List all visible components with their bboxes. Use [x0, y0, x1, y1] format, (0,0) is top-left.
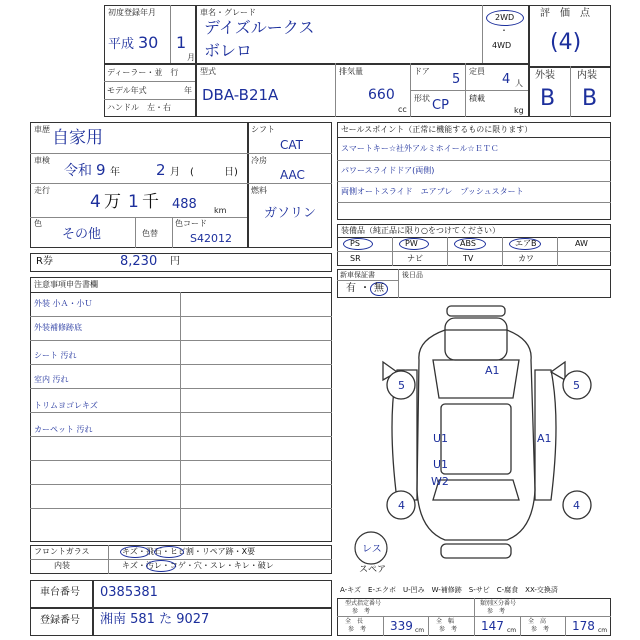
width-label: 全 幅	[436, 618, 455, 625]
interior-glass-label: 内装	[54, 561, 70, 570]
car-front-grille	[447, 306, 505, 316]
inspection-year-unit: 年	[110, 167, 120, 178]
length-ref-label: 参 考	[348, 626, 367, 633]
doors-label: ドア	[414, 67, 430, 76]
equip-ps: PS	[350, 239, 360, 248]
inspection-label: 車検	[34, 156, 50, 165]
shift-value: CAT	[280, 138, 303, 152]
recycle-box	[30, 253, 332, 272]
reg-label: 登録番号	[40, 615, 80, 626]
inspection-year: 9	[96, 161, 106, 179]
height-label: 全 高	[528, 618, 547, 625]
note-line-3: シート 汚れ	[34, 351, 77, 360]
model-cert-ref-label: 参 考	[352, 608, 371, 615]
score-label: 評 価 点	[540, 8, 590, 19]
registration-month: 1	[176, 33, 187, 52]
length-label: 全 長	[345, 618, 364, 625]
interior-label: 内装	[577, 70, 597, 81]
reg-value: 湘南 581 た 9027	[100, 612, 210, 627]
capacity-label: 定員	[469, 67, 485, 76]
handle-label: ハンドル 左・右	[107, 103, 171, 112]
recycle-label: R券	[36, 256, 53, 267]
equip-airbag: エアB	[515, 239, 537, 248]
glass-scratch-circle	[120, 546, 150, 558]
displacement-unit: cc	[398, 105, 407, 114]
model-cert-label: 型式指定番号	[345, 600, 382, 607]
warranty-label: 新車保証書	[340, 271, 375, 279]
front-glass-text: キズ・飛石・ヒビ割・リペア跡・X要	[122, 547, 256, 556]
length-value: 339	[390, 619, 413, 633]
car-name-label: 車名・グレード	[200, 8, 256, 17]
fuel-value: ガソリン	[264, 206, 317, 221]
length-unit: cm	[415, 627, 425, 634]
equip-aw: AW	[575, 239, 588, 248]
sales-point-2: パワースライドドア(両側)	[341, 166, 435, 175]
sales-point-3: 両側オートスライド エアブレ プッシュスタート	[341, 187, 524, 196]
registration-month-unit: 月	[187, 53, 195, 62]
mileage-label: 走行	[34, 186, 50, 195]
color-label: 色	[34, 219, 42, 228]
note-line-6: カーペット 汚れ	[34, 425, 93, 434]
type-value: DBA-B21A	[202, 86, 279, 104]
car-grade: ボレロ	[204, 41, 253, 60]
car-right-mirror	[551, 362, 565, 380]
mileage-rest: 488	[172, 197, 197, 212]
sales-point-1: スマートキー☆社外アルミホイール☆ＥＴＣ	[341, 144, 499, 153]
note-line-2: 外装補修跡底	[34, 323, 82, 332]
first-registration-label: 初度登録年月	[108, 8, 156, 17]
mark-right-front: A1	[537, 432, 552, 445]
recycle-value: 8,230	[120, 254, 158, 269]
header-box	[104, 5, 611, 117]
height-value: 178	[572, 619, 595, 633]
inspection-month: 2	[156, 161, 166, 179]
car-diagram	[337, 300, 611, 582]
interior-glass-text: キズ・汚レ・コゲ・穴・スレ・キレ・破レ	[122, 561, 274, 570]
shape-label: 形状	[414, 94, 430, 103]
mark-left-front: U1	[433, 432, 449, 445]
drive-4wd: 4WD	[492, 41, 512, 50]
height-unit: cm	[598, 627, 608, 634]
capacity-value: 4	[502, 72, 511, 87]
mark-left-mid: U1	[433, 458, 449, 471]
car-roof-panel	[441, 404, 511, 474]
record-label: 後日品	[402, 271, 423, 279]
notes-label: 注意事項申告書欄	[34, 280, 98, 289]
load-unit: kg	[514, 106, 524, 115]
car-roof-outline	[445, 318, 507, 360]
registration-era: 平成	[108, 37, 135, 52]
height-ref-label: 参 考	[531, 626, 550, 633]
usage-value: 自家用	[52, 128, 103, 148]
usage-label: 車歴	[34, 125, 50, 134]
sales-points-label: セールスポイント（正常に機能するものに限ります）	[341, 125, 533, 134]
mileage-sen-unit: 千	[142, 192, 159, 212]
warranty-yes: 有	[346, 283, 356, 294]
ac-value: AAC	[280, 168, 305, 182]
mark-wheel-fr: 5	[573, 379, 580, 392]
chassis-label: 車台番号	[40, 587, 80, 598]
chassis-value: 0385381	[100, 585, 158, 600]
mark-roof: A1	[485, 364, 500, 377]
note-line-5: トリムヨゴレキズ	[34, 401, 98, 410]
dealer-label: ディーラー・並 行	[107, 68, 179, 77]
width-value: 147	[481, 619, 504, 633]
mileage-man-unit: 万	[104, 192, 121, 212]
model-year-label: モデル年式	[107, 86, 147, 95]
capacity-unit: 人	[515, 79, 523, 88]
front-glass-label: フロントガラス	[34, 547, 90, 556]
inspection-day-close: 日)	[224, 167, 238, 178]
mark-wheel-rr: 4	[573, 499, 580, 512]
exterior-label: 外装	[535, 70, 555, 81]
note-line-1: 外装 小Ａ・小Ｕ	[34, 299, 93, 308]
mark-wheel-rl: 4	[398, 499, 405, 512]
warranty-dot: ・	[360, 283, 370, 294]
drive-dot: ・	[500, 26, 508, 35]
width-ref-label: 参 考	[439, 626, 458, 633]
color-code-value: S42012	[190, 232, 232, 245]
category-label: 類別区分番号	[480, 600, 517, 607]
equip-navi: ナビ	[407, 254, 423, 263]
displacement-value: 660	[368, 87, 395, 103]
mileage-unit: km	[214, 206, 227, 215]
equip-abs: ABS	[460, 239, 476, 248]
displacement-label: 排気量	[339, 67, 363, 76]
doors-value: 5	[452, 72, 461, 87]
equipment-label: 装備品（純正品に限り○をつけてください）	[341, 226, 500, 235]
type-label: 型式	[200, 67, 216, 76]
color-swap-label: 色替	[142, 229, 158, 238]
inspection-day-open: (	[190, 167, 194, 178]
warranty-no: 無	[374, 283, 384, 294]
interior-dirt-circle	[146, 560, 176, 572]
model-year-unit: 年	[184, 86, 192, 95]
car-rear-bumper	[441, 544, 511, 558]
registration-year: 30	[138, 33, 159, 52]
color-code-label: 色コード	[175, 219, 207, 228]
load-label: 積載	[469, 94, 485, 103]
mileage-man: 4	[90, 192, 101, 212]
score-value: (4)	[550, 30, 582, 55]
shift-label: シフト	[251, 125, 275, 134]
mark-wheel-fl: 5	[398, 379, 405, 392]
fuel-label: 燃料	[251, 186, 267, 195]
width-unit: cm	[507, 627, 517, 634]
exterior-value: B	[540, 86, 556, 111]
inspection-month-unit: 月	[170, 167, 180, 178]
glass-chip-circle	[154, 546, 184, 558]
color-value: その他	[62, 227, 102, 242]
equip-tv: TV	[463, 254, 474, 263]
equip-sr: SR	[350, 254, 361, 263]
ac-label: 冷房	[251, 156, 267, 165]
equip-pw: PW	[405, 239, 418, 248]
note-line-4: 室内 汚れ	[34, 375, 69, 384]
shape-value: CP	[432, 98, 449, 113]
drive-2wd: 2WD	[495, 13, 515, 22]
car-name: デイズルークス	[204, 18, 315, 37]
legend-text: A-キズ E-エクボ U-凹み W-補修跡 S-サビ C-腐食 XX-交換済	[340, 586, 558, 594]
equip-leather: カワ	[518, 254, 534, 263]
category-ref-label: 参 考	[487, 608, 506, 615]
car-windshield	[433, 360, 519, 398]
spare-text: スペア	[359, 565, 387, 575]
mileage-sen: 1	[128, 192, 139, 212]
mark-left-rear: W2	[431, 475, 449, 488]
spare-mark: レス	[362, 544, 382, 555]
recycle-unit: 円	[170, 256, 180, 267]
interior-value: B	[582, 86, 598, 111]
inspection-era: 令和	[64, 163, 92, 179]
